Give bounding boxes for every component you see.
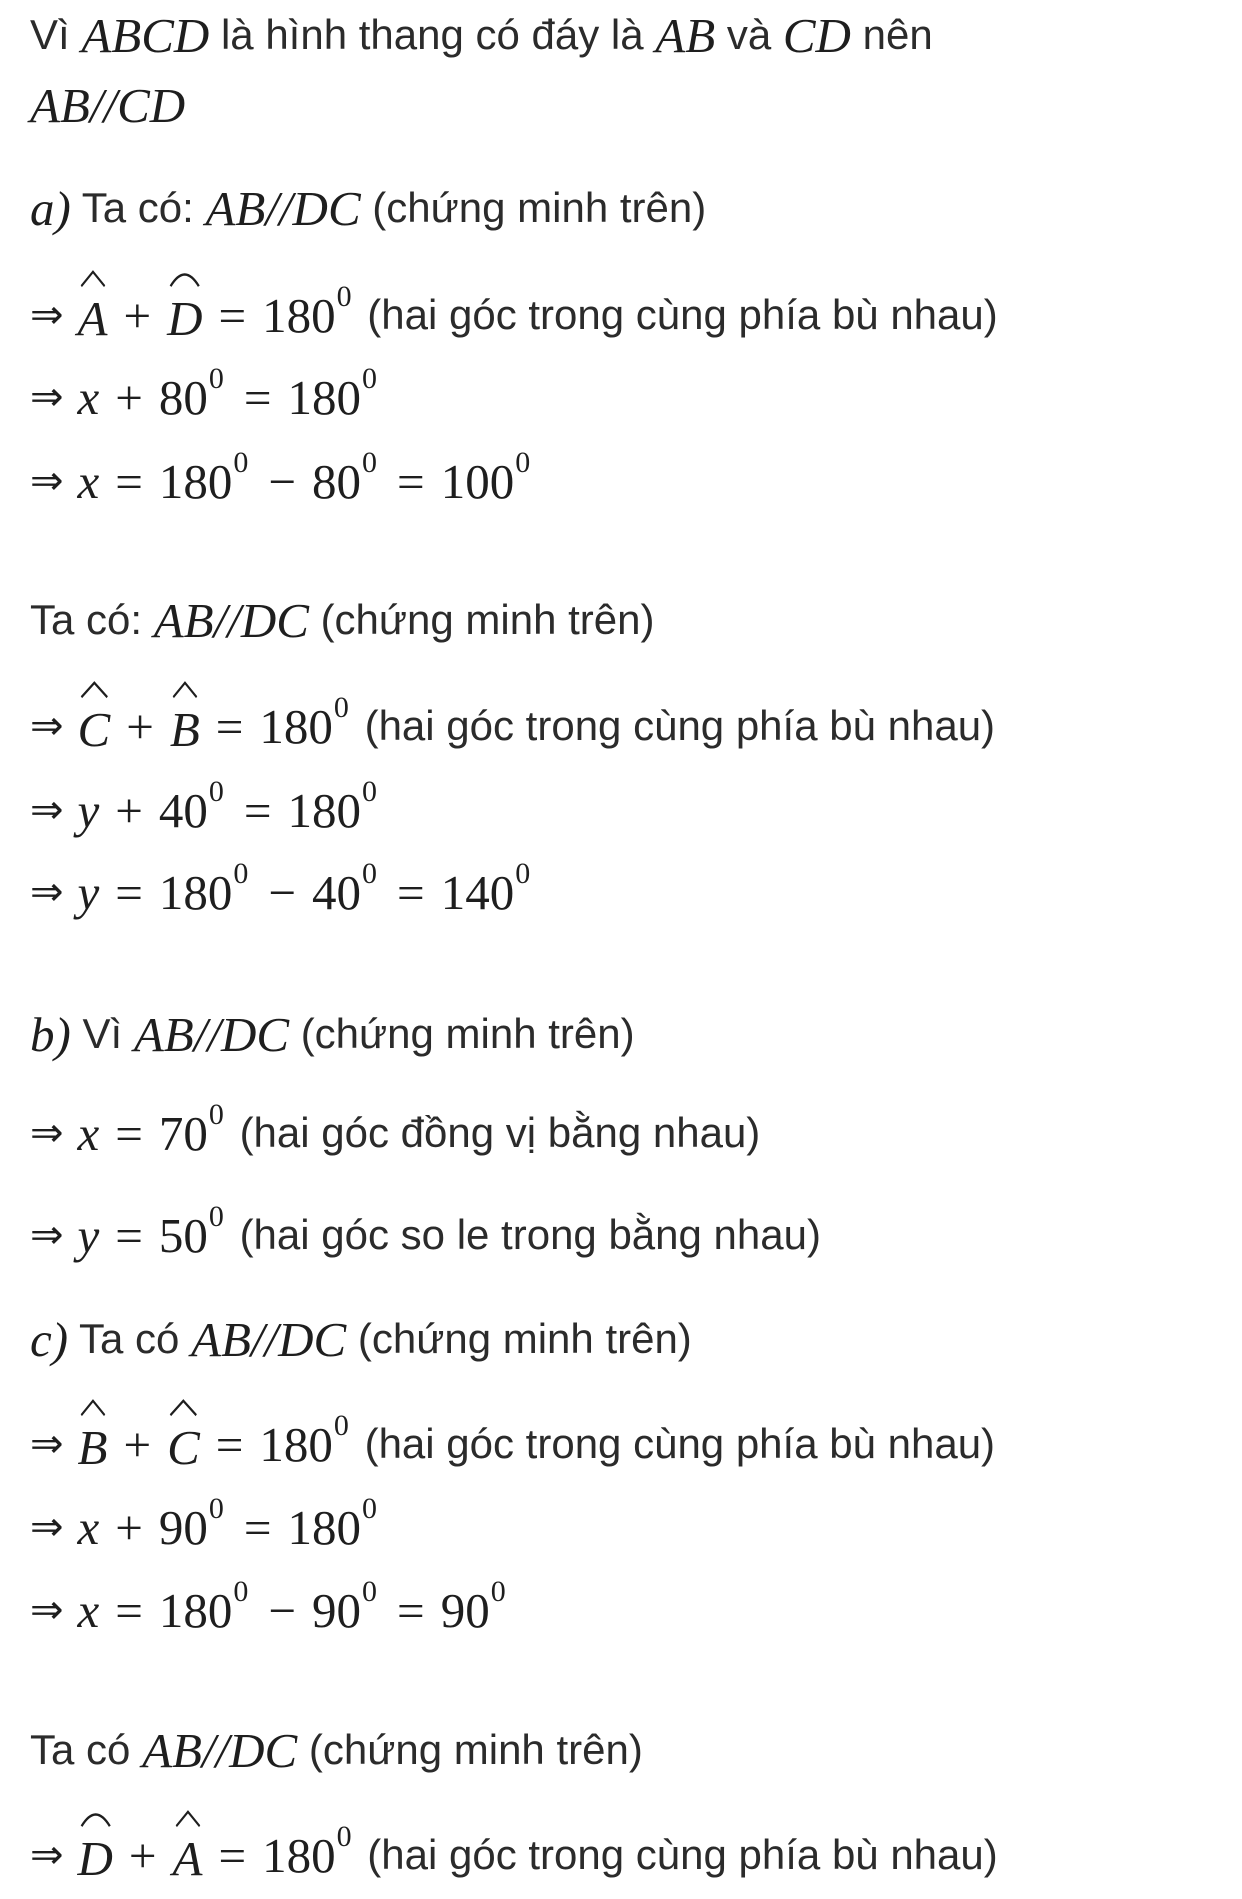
degree-superscript: 0	[336, 1820, 352, 1853]
degree-superscript: 0	[208, 1098, 224, 1131]
degree-superscript: 0	[490, 1575, 506, 1608]
degree-superscript: 0	[233, 446, 249, 479]
reason-note: (hai góc đồng vị bằng nhau)	[227, 1109, 761, 1156]
variable-x: x	[77, 1582, 100, 1638]
hat-icon	[172, 681, 198, 699]
hat-icon	[80, 1399, 106, 1417]
part-b-heading	[30, 994, 635, 1074]
angle-d: D	[167, 284, 202, 347]
number: 40	[158, 782, 208, 838]
degree-superscript: 0	[208, 775, 224, 808]
equals-sign: =	[115, 1207, 143, 1263]
equals-sign: =	[243, 1499, 272, 1555]
angle-d: D	[78, 1824, 113, 1887]
number: 180	[262, 287, 336, 343]
equals-sign: =	[243, 369, 272, 425]
equation-a4	[30, 686, 995, 766]
number: 180	[259, 1416, 333, 1472]
text: Ta có:	[30, 596, 154, 643]
text: Vì	[70, 1010, 134, 1057]
equation-a1	[30, 275, 998, 355]
degree-superscript: 0	[362, 362, 378, 395]
plus-sign: +	[128, 1827, 157, 1883]
equation-a6	[30, 852, 534, 932]
hat-icon	[80, 270, 106, 288]
degree-superscript: 0	[362, 1575, 378, 1608]
hat-icon	[80, 681, 109, 699]
intro-text-2: là hình thang có đáy là	[209, 11, 656, 58]
degree-superscript: 0	[333, 691, 349, 724]
implies-arrow: ⇒	[30, 869, 64, 915]
part-a-heading-2	[30, 580, 654, 660]
math-ab: AB	[655, 7, 716, 63]
math-ab-parallel-dc: AB//DC	[205, 180, 361, 236]
math-ab-parallel-dc: AB//DC	[191, 1311, 347, 1367]
variable-y: y	[77, 782, 100, 838]
equation-c3	[30, 1570, 510, 1650]
equation-b2	[30, 1195, 821, 1275]
equals-sign: =	[215, 1416, 244, 1472]
variable-y: y	[77, 1207, 100, 1263]
implies-arrow: ⇒	[30, 458, 64, 504]
equals-sign: =	[115, 1105, 143, 1161]
angle-a: A	[78, 284, 108, 347]
implies-arrow: ⇒	[30, 374, 64, 420]
angle-a: A	[173, 1824, 203, 1887]
degree-superscript: 0	[233, 1575, 249, 1608]
number: 70	[158, 1105, 208, 1161]
variable-x: x	[77, 369, 100, 425]
hat-icon	[175, 1810, 201, 1828]
equation-c4	[30, 1815, 998, 1895]
implies-arrow: ⇒	[30, 1212, 64, 1258]
degree-superscript: 0	[336, 280, 352, 313]
degree-superscript: 0	[362, 446, 378, 479]
equals-sign: =	[218, 1827, 247, 1883]
degree-superscript: 0	[233, 857, 249, 890]
equals-sign: =	[397, 453, 425, 509]
minus-sign: −	[268, 864, 297, 920]
part-b-label: b)	[30, 1006, 71, 1062]
equation-b1	[30, 1093, 760, 1173]
part-c-label: c)	[30, 1311, 69, 1367]
equals-sign: =	[115, 864, 143, 920]
math-cd: CD	[782, 7, 851, 63]
part-c-heading	[30, 1299, 692, 1379]
number: 180	[262, 1827, 336, 1883]
arc-icon	[169, 270, 200, 288]
text: Ta có	[68, 1315, 192, 1362]
reason-note: (hai góc trong cùng phía bù nhau)	[352, 1420, 996, 1467]
equals-sign: =	[115, 453, 143, 509]
implies-arrow: ⇒	[30, 1504, 64, 1550]
part-a-text-1: Ta có:	[70, 184, 206, 231]
equation-a5	[30, 770, 381, 850]
implies-arrow: ⇒	[30, 1421, 64, 1467]
implies-arrow: ⇒	[30, 1832, 64, 1878]
minus-sign: −	[268, 453, 297, 509]
math-ab-parallel-dc: AB//DC	[153, 592, 309, 648]
degree-superscript: 0	[362, 857, 378, 890]
degree-superscript: 0	[362, 775, 378, 808]
implies-arrow: ⇒	[30, 703, 64, 749]
number: 90	[440, 1582, 490, 1638]
equation-c1	[30, 1404, 995, 1484]
part-a-heading	[30, 168, 706, 248]
number: 180	[287, 1499, 362, 1555]
implies-arrow: ⇒	[30, 1110, 64, 1156]
degree-superscript: 0	[362, 1492, 378, 1525]
equals-sign: =	[397, 864, 425, 920]
equation-c2	[30, 1487, 381, 1567]
angle-b: B	[170, 695, 200, 758]
degree-superscript: 0	[515, 446, 531, 479]
degree-superscript: 0	[208, 362, 224, 395]
angle-c: C	[78, 695, 111, 758]
number: 180	[158, 864, 233, 920]
equals-sign: =	[243, 782, 272, 838]
part-a-text-2: (chứng minh trên)	[360, 184, 707, 231]
intro-text-4: nên	[850, 11, 933, 58]
reason-note: (hai góc trong cùng phía bù nhau)	[355, 1831, 998, 1878]
implies-arrow: ⇒	[30, 787, 64, 833]
text: (chứng minh trên)	[308, 596, 655, 643]
number: 180	[158, 1582, 233, 1638]
number: 80	[158, 369, 208, 425]
variable-x: x	[77, 1105, 100, 1161]
number: 180	[287, 782, 362, 838]
number: 180	[259, 698, 333, 754]
math-abcd: ABCD	[81, 7, 210, 63]
plus-sign: +	[115, 369, 143, 425]
plus-sign: +	[115, 1499, 143, 1555]
number: 90	[312, 1582, 362, 1638]
reason-note: (hai góc so le trong bằng nhau)	[227, 1211, 821, 1258]
degree-superscript: 0	[333, 1409, 349, 1442]
intro-text-1: Vì	[30, 11, 82, 58]
equals-sign: =	[218, 287, 247, 343]
number: 50	[158, 1207, 208, 1263]
math-ab-parallel-dc: AB//DC	[133, 1006, 290, 1062]
text: (chứng minh trên)	[289, 1010, 635, 1057]
intro-line-2	[30, 65, 185, 145]
plus-sign: +	[123, 1416, 152, 1472]
math-ab-parallel-dc: AB//DC	[142, 1722, 298, 1778]
plus-sign: +	[115, 782, 143, 838]
part-a-label: a)	[30, 180, 71, 236]
intro-text-3: và	[715, 11, 783, 58]
minus-sign: −	[268, 1582, 297, 1638]
equation-a2	[30, 357, 381, 437]
number: 180	[287, 369, 362, 425]
variable-x: x	[77, 1499, 100, 1555]
degree-superscript: 0	[208, 1492, 224, 1525]
reason-note: (hai góc trong cùng phía bù nhau)	[352, 702, 996, 749]
number: 100	[440, 453, 515, 509]
equation-a3	[30, 441, 534, 521]
number: 180	[158, 453, 233, 509]
equals-sign: =	[115, 1582, 143, 1638]
equals-sign: =	[215, 698, 244, 754]
angle-b: B	[78, 1413, 108, 1476]
implies-arrow: ⇒	[30, 292, 64, 338]
solution-text	[30, 0, 1220, 1899]
variable-x: x	[77, 453, 100, 509]
number: 140	[440, 864, 515, 920]
arc-icon	[80, 1810, 111, 1828]
number: 40	[312, 864, 362, 920]
variable-y: y	[77, 864, 100, 920]
text: (chứng minh trên)	[346, 1315, 692, 1362]
equals-sign: =	[397, 1582, 425, 1638]
math-ab-parallel-cd: AB//CD	[30, 77, 186, 133]
plus-sign: +	[126, 698, 154, 754]
number: 80	[312, 453, 362, 509]
number: 90	[158, 1499, 208, 1555]
degree-superscript: 0	[515, 857, 531, 890]
part-c-heading-2	[30, 1710, 643, 1790]
intro-line	[30, 0, 933, 75]
angle-c: C	[167, 1413, 200, 1476]
plus-sign: +	[123, 287, 152, 343]
hat-icon	[169, 1399, 198, 1417]
text: Ta có	[30, 1726, 143, 1773]
text: (chứng minh trên)	[297, 1726, 643, 1773]
reason-note: (hai góc trong cùng phía bù nhau)	[355, 291, 998, 338]
implies-arrow: ⇒	[30, 1587, 64, 1633]
degree-superscript: 0	[208, 1200, 224, 1233]
